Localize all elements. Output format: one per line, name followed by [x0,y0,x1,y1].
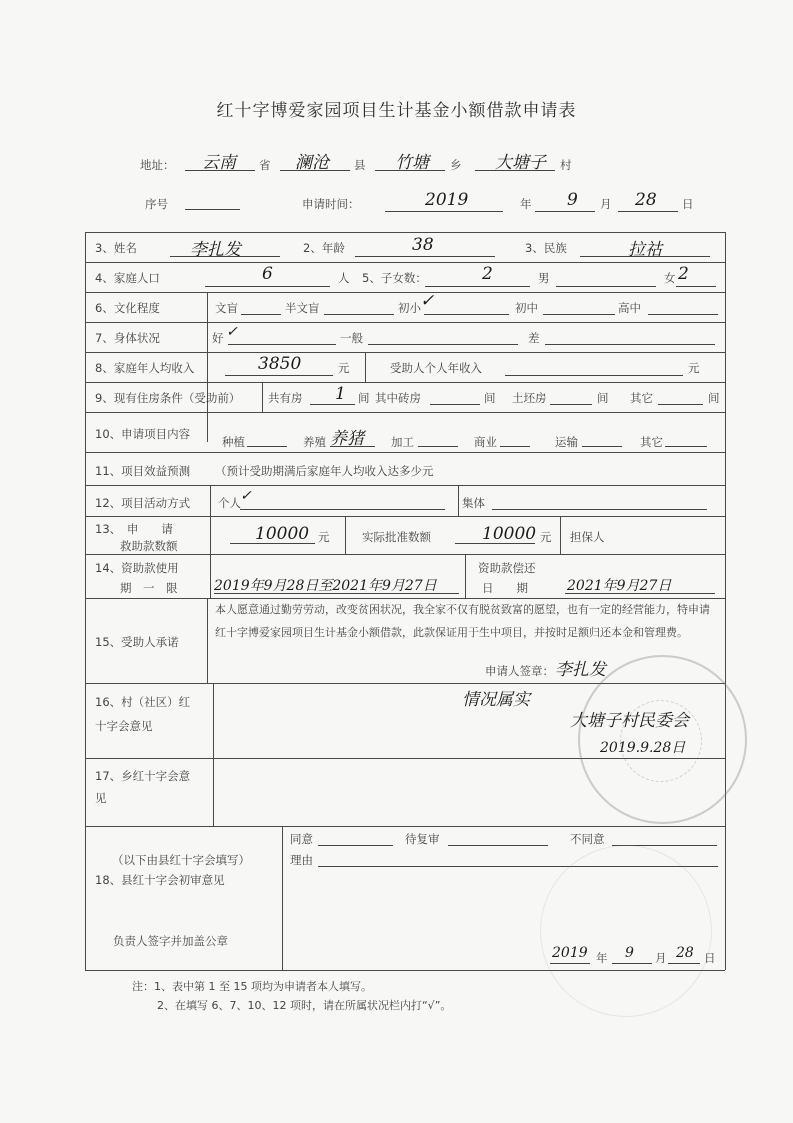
county-month: 9 [625,945,634,961]
period-value: 2019年9月28日至2021年9月27日 [214,578,437,594]
col-divider [262,382,263,412]
county-day: 28 [676,945,694,961]
housing-earth-unit: 间 [597,391,609,405]
health-underline [228,344,336,345]
ethnic-value: 拉祜 [628,240,662,260]
row-divider [85,485,725,486]
county-review-underline [448,845,548,846]
project-opt-transport: 运输 [555,435,578,449]
education-label: 6、文化程度 [95,301,160,315]
col-divider [207,598,208,683]
health-opt-good: 好 [212,331,224,345]
health-check-mark: ✓ [226,324,238,340]
row-divider [85,554,725,555]
housing-underline [310,404,355,405]
edu-opt-high: 高中 [618,301,641,315]
county-opt-agree: 同意 [290,832,313,846]
county-day-unit: 日 [704,951,716,965]
county-year: 2019 [552,945,588,961]
row-divider [85,452,725,453]
village-opinion-text: 情况属实 [462,690,530,710]
village-unit: 村 [560,158,572,172]
responsible-sign-note: 负责人签字并加盖公章 [113,934,228,948]
county-underline [280,170,350,171]
edu-check-mark: ✓ [420,291,435,311]
repay-underline [565,593,715,594]
project-underline [247,446,287,447]
apply-month: 9 [567,190,578,210]
age-label: 2、年龄 [303,241,345,255]
personal-income-unit: 元 [688,361,700,375]
apply-date-label: 申请时间： [302,197,360,211]
activity-underline [240,509,445,510]
county-day-underline [668,963,700,964]
period-underline [214,593,459,594]
project-breeding-value: 养猪 [330,429,364,449]
county-opinion-label: 18、县红十字会初审意见 [95,873,225,887]
apply-year-underline [385,211,503,212]
note-line-1: 注：1、表中第 1 至 15 项均为申请者本人填写。 [132,980,372,993]
edu-opt-illiterate: 文盲 [215,301,238,315]
amount-value: 10000 [255,524,310,544]
age-value: 38 [412,235,434,255]
guarantor-label: 担保人 [570,530,605,544]
county-year-unit: 年 [596,951,608,965]
family-income-unit: 元 [338,361,350,375]
female-value: 2 [678,264,689,284]
family-value: 6 [262,264,273,284]
col-divider [560,516,561,554]
faint-stamp [540,845,712,1017]
county-agree-underline [318,845,393,846]
amount-label-a: 13、 申 请 [95,522,173,536]
amount-label-b: 救助款数额 [120,539,178,553]
apply-month-unit: 月 [600,197,612,211]
row-divider [85,292,725,293]
approved-unit: 元 [540,530,552,544]
province-unit: 省 [259,158,271,172]
benefit-text: （预计受助期满后家庭年人均收入达多少元 [215,464,434,478]
project-underline [500,446,530,447]
applicant-signature: 李扎发 [555,660,606,680]
housing-total-label: 共有房 [268,391,303,405]
benefit-label: 11、项目效益预测 [95,464,191,478]
family-income-value: 3850 [258,354,302,374]
male-label: 男 [538,271,550,285]
project-opt-other: 其它 [640,435,663,449]
col-divider [345,516,346,554]
family-unit: 人 [338,271,350,285]
serial-underline [185,209,240,210]
activity-opt-individual: 个人 [218,496,241,510]
project-opt-commerce: 商业 [474,435,497,449]
male-underline [556,286,656,287]
table-left-border [85,232,86,970]
county-year-underline [550,963,590,964]
name-label: 3、姓名 [95,241,137,255]
row-divider [85,412,725,413]
apply-month-underline [535,211,595,212]
address-village: 大塘子 [495,153,546,173]
edu-opt-primary: 初小 [398,301,421,315]
personal-income-underline [505,375,683,376]
age-underline [355,256,495,257]
province-underline [185,170,255,171]
children-underline [425,286,530,287]
health-underline [368,344,518,345]
activity-opt-collective: 集体 [462,496,485,510]
township-opinion-label-a: 17、乡红十字会意 [95,769,191,783]
repay-label-a: 资助款偿还 [478,561,536,575]
row-divider [85,262,725,263]
serial-label: 序号 [145,197,168,211]
address-township: 竹塘 [395,153,429,173]
housing-other-label: 其它 [630,391,653,405]
personal-income-label: 受助人个人年收入 [390,361,482,375]
housing-brick-label: 其中砖房 [375,391,421,405]
county-opt-review: 待复审 [405,832,440,846]
edu-opt-middle: 初中 [515,301,538,315]
edu-underline [241,314,281,315]
housing-total-unit: 间 [358,391,370,405]
name-value: 李扎发 [190,240,241,260]
apply-day-underline [618,211,678,212]
housing-brick-unit: 间 [484,391,496,405]
approved-underline [455,543,535,544]
table-top-border [85,232,725,233]
project-underline [330,446,375,447]
row-divider [85,352,725,353]
row-divider [85,826,725,827]
health-underline [545,344,715,345]
project-opt-processing: 加工 [391,435,414,449]
county-opt-disagree: 不同意 [570,832,605,846]
health-opt-average: 一般 [340,331,363,345]
col-divider [207,292,208,442]
repay-date-value: 2021年9月27日 [567,578,672,594]
housing-total-value: 1 [335,384,346,404]
promise-label: 15、受助人承诺 [95,635,179,649]
children-label: 5、子女数： [362,271,427,285]
family-label: 4、家庭人口 [95,271,160,285]
col-divider [213,683,214,826]
housing-label: 9、现有住房条件（受助前） [95,391,241,405]
edu-underline [424,314,509,315]
row-divider [85,322,725,323]
edu-underline [324,314,394,315]
township-opinion-label-b: 见 [95,791,107,805]
housing-earth-label: 土坯房 [512,391,547,405]
period-label-b: 期 一 限 [120,581,178,595]
promise-text: 本人愿意通过勤劳劳动，改变贫困状况，我全家不仅有脱贫致富的愿望，也有一定的经营能力，特申请红十字博爱家园项目生计基金小额借款，此款保证用于生中项目，并按时足额归还本金和管理费。 [215,603,710,639]
approved-label: 实际批准数额 [362,530,431,544]
village-opinion-label-b: 十字会意见 [95,719,153,733]
project-opt-breeding: 养殖 [303,435,326,449]
period-label-a: 14、资助款使用 [95,561,179,575]
activity-underline [492,509,707,510]
apply-year-unit: 年 [520,197,532,211]
seal-inner-ring [620,700,702,782]
project-type-label: 10、申请项目内容 [95,427,191,441]
note-line-2: 2、在填写 6、7、10、12 项时，请在所属状况栏内打“√”。 [157,999,452,1012]
health-opt-poor: 差 [528,331,540,345]
table-right-border [725,232,726,970]
row-divider [85,382,725,383]
edu-underline [543,314,615,315]
family-income-label: 8、家庭年人均收入 [95,361,195,375]
project-underline [418,446,458,447]
project-underline [582,446,622,447]
col-divider [458,485,459,516]
repay-label-b: 日 期 [482,581,528,595]
col-divider [282,826,283,970]
children-value: 2 [482,264,493,284]
housing-other-unit: 间 [708,391,720,405]
ethnic-underline [580,256,710,257]
project-opt-planting: 种植 [222,435,245,449]
applicant-sign-label: 申请人签章： [485,664,554,678]
col-divider [465,554,466,598]
village-underline [475,170,555,171]
county-month-unit: 月 [655,951,667,965]
housing-underline [658,404,703,405]
project-underline [665,446,707,447]
activity-mode-label: 12、项目活动方式 [95,496,191,510]
apply-year: 2019 [425,190,469,210]
row-divider [85,516,725,517]
township-underline [375,170,445,171]
activity-check-mark: ✓ [240,488,252,504]
edu-underline [648,314,718,315]
female-label: 女 [664,271,676,285]
form-title: 红十字博爱家园项目生计基金小额借款申请表 [216,101,577,121]
health-label: 7、身体状况 [95,331,160,345]
apply-day-unit: 日 [682,197,694,211]
family-income-underline [225,375,333,376]
housing-underline [550,404,592,405]
county-month-underline [612,963,652,964]
edu-opt-semi-illiterate: 半文盲 [285,301,320,315]
amount-unit: 元 [318,530,330,544]
village-signer: 大塘子村民委会 [570,711,689,731]
county-unit: 县 [354,158,366,172]
village-date: 2019.9.28日 [600,740,686,756]
county-reason-label: 理由 [290,853,313,867]
col-divider [210,485,211,598]
family-underline [205,286,330,287]
name-underline [170,256,280,257]
address-county: 澜沧 [295,153,329,173]
approved-value: 10000 [482,524,537,544]
col-divider [365,352,366,382]
ethnic-label: 3、民族 [525,241,567,255]
township-unit: 乡 [450,158,462,172]
apply-day: 28 [635,190,657,210]
county-fill-note: （以下由县红十字会填写） [112,853,250,867]
address-label: 地址： [140,158,175,172]
housing-underline [430,404,480,405]
amount-underline [230,543,315,544]
village-opinion-label-a: 16、村（社区）红 [95,695,191,709]
address-province: 云南 [202,153,236,173]
female-underline [676,286,716,287]
